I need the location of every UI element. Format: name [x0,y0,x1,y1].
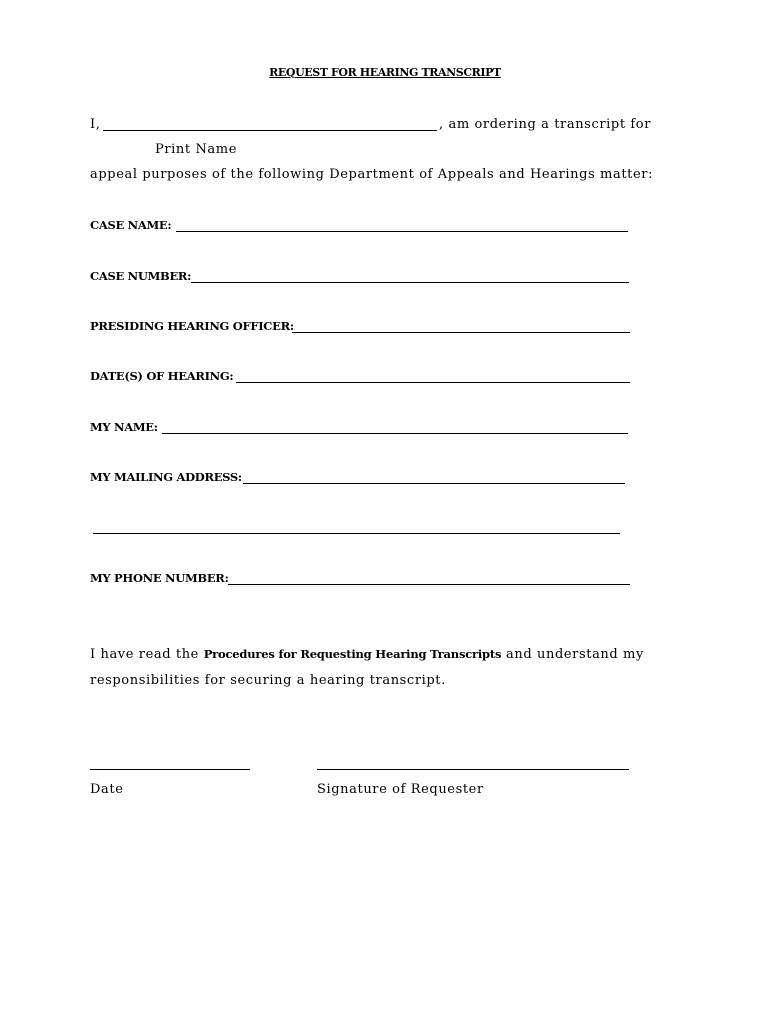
phone-number-line[interactable] [228,584,630,585]
intro-prefix: I, [90,117,101,132]
my-name-line[interactable] [162,433,628,434]
mailing-address-line-2[interactable] [93,533,620,534]
date-line[interactable] [90,769,250,770]
acknowledgment-line-2: responsibilities for securing a hearing transcript. [90,673,446,688]
presiding-officer-label: PRESIDING HEARING OFFICER: [90,319,294,333]
date-label: Date [90,782,124,797]
dates-of-hearing-line[interactable] [236,382,630,383]
case-name-line[interactable] [176,231,628,232]
my-name-label: MY NAME: [90,420,158,434]
print-name-line[interactable] [103,130,437,131]
case-name-label: CASE NAME: [90,218,172,232]
presiding-officer-line[interactable] [292,332,630,333]
print-name-caption: Print Name [155,142,237,157]
dates-of-hearing-label: DATE(S) OF HEARING: [90,369,234,383]
mailing-address-line[interactable] [243,483,625,484]
intro-line-2: appeal purposes of the following Department of Appeals and Hearings matter: [90,167,654,182]
case-number-line[interactable] [191,282,629,283]
acknowledgment-part-2: and understand my [506,647,644,662]
case-number-label: CASE NUMBER: [90,269,192,283]
signature-label: Signature of Requester [317,782,484,797]
procedures-title: Procedures for Requesting Hearing Transcripts [203,647,502,661]
signature-line[interactable] [317,769,629,770]
phone-number-label: MY PHONE NUMBER: [90,571,229,585]
form-title: REQUEST FOR HEARING TRANSCRIPT [269,66,501,79]
acknowledgment-part-1: I have read the [90,647,199,662]
acknowledgment-line-1 [90,647,644,662]
mailing-address-label: MY MAILING ADDRESS: [90,470,242,484]
intro-suffix: , am ordering a transcript for [439,117,652,132]
